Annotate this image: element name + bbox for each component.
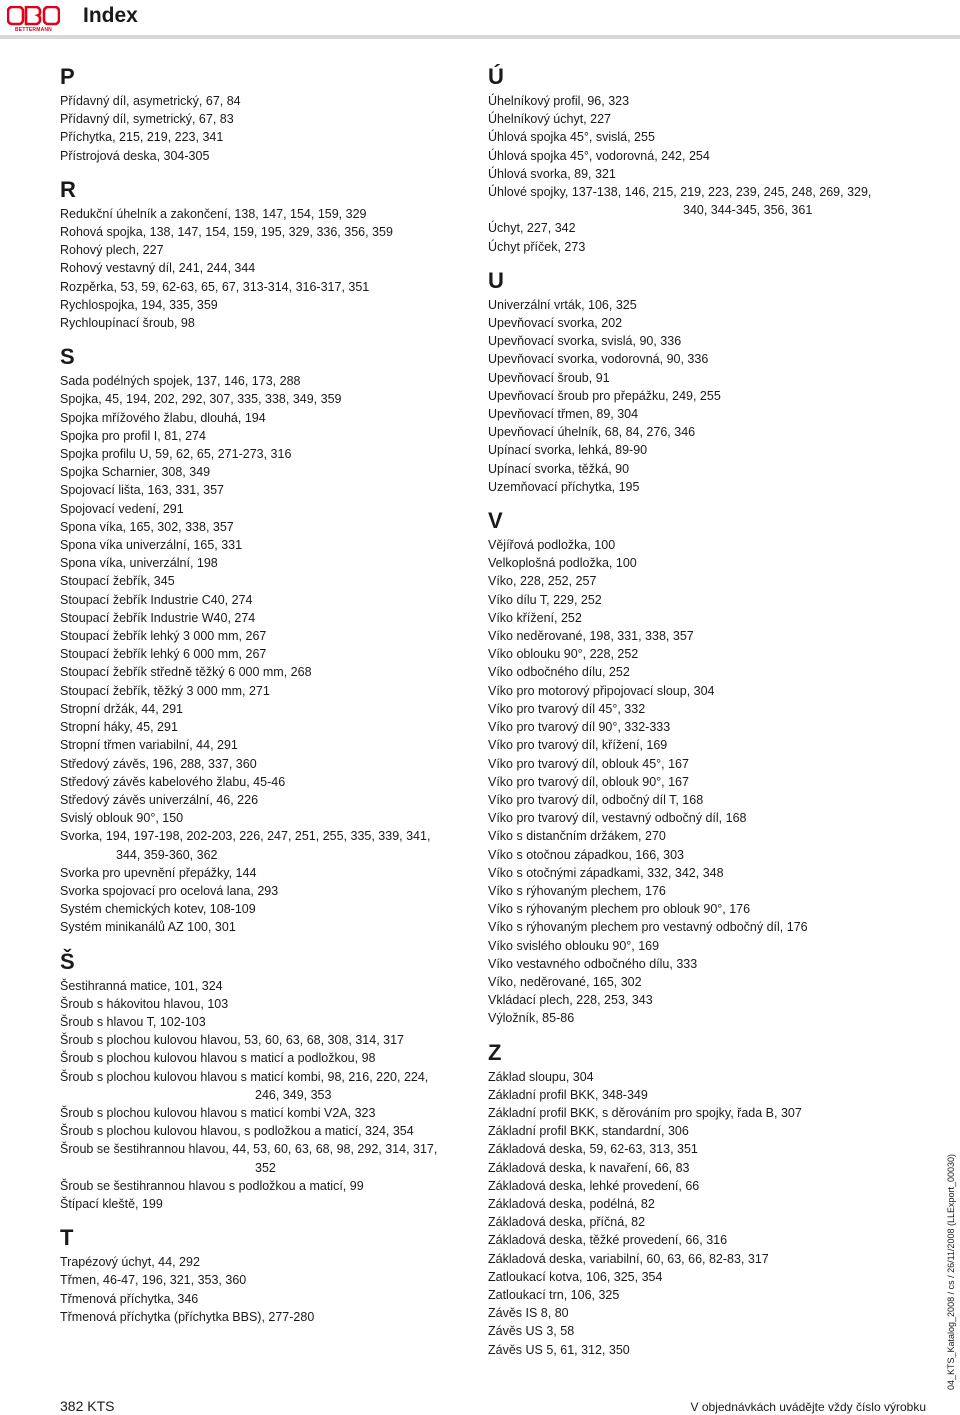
entry-text: Stropní držák, 44, 291 [60,701,183,716]
entry-text: Třmen, 46-47, 196, 321, 353, 360 [60,1273,247,1288]
index-entry [488,1009,928,1027]
entry-text: Úchyt, 227, 342 [488,221,576,236]
index-section-t [60,1223,480,1326]
index-entry [488,405,928,423]
entry-text: Přídavný díl, asymetrický, 67, 84 [60,94,241,108]
entry-text: Základová deska, podélná, 82 [488,1196,655,1211]
entry-text: Základová deska, k navaření, 66, 83 [488,1160,690,1175]
index-entry [488,147,928,165]
index-entry [60,645,480,663]
index-entry [60,918,480,936]
index-entry [488,1068,928,1086]
section-letter: T [60,1225,74,1251]
entry-text: Spona víka, 165, 302, 338, 357 [60,519,234,534]
index-entry [60,259,480,277]
entry-text: Zatloukací trn, 106, 325 [488,1287,620,1302]
index-entry [60,1068,480,1104]
entry-text: Stropní háky, 45, 291 [60,720,178,735]
index-entry [60,791,480,809]
section-letter: U [488,267,504,293]
index-entry [60,773,480,791]
index-entry [488,991,928,1009]
entry-text: Úhelníkový úchyt, 227 [488,112,611,127]
index-entry [60,700,480,718]
entry-text: Základová deska, lehké provedení, 66 [488,1178,700,1193]
index-entry [60,500,480,518]
entry-text: Přístrojová deska, 304-305 [60,148,210,163]
index-entry [488,423,928,441]
section-letter: V [488,508,503,534]
index-section-s [60,342,480,936]
entry-text: Základní profil BKK, standardní, 306 [488,1124,689,1139]
index-entry [60,809,480,827]
entry-text: Upevňovací úhelník, 68, 84, 276, 346 [488,425,696,440]
index-entry [60,1049,480,1067]
index-entry [60,409,480,427]
entry-text: Základní profil BKK, s děrováním pro spojky, řada B, 307 [488,1105,802,1120]
entry-text: Stoupací žebřík Industrie C40, 274 [60,592,253,607]
entry-text: Víko s rýhovaným plechem, 176 [488,883,666,898]
entry-text: Základová deska, příčná, 82 [488,1215,646,1230]
index-entry [488,296,928,314]
entry-text: Upevňovací svorka, svislá, 90, 336 [488,334,682,349]
footer-note: V objednávkách uvádějte vždy číslo výrobku [690,1400,926,1414]
index-entry [60,445,480,463]
index-entry [60,278,480,296]
entry-text: Stoupací žebřík Industrie W40, 274 [60,610,256,625]
side-catalog-note: 04_KTS_Katalog_2008 / cs / 26/11/2008 (LLExport_00030) [946,1153,956,1390]
index-entry [60,372,480,390]
entry-text: Vějířová podložka, 100 [488,538,616,553]
entry-text: Svorka pro upevnění přepážky, 144 [60,865,257,880]
entry-text: Upevňovací svorka, vodorovná, 90, 336 [488,352,709,367]
index-entry [60,864,480,882]
index-entry [488,791,928,809]
entry-text: Šroub se šestihrannou hlavou, 44, 53, 60, 63, 68, 98, 292, 314, 317, [60,1142,438,1157]
index-entry [488,165,928,183]
entry-text: Systém chemických kotev, 108-109 [60,902,256,917]
index-entry [60,481,480,499]
entry-text: Šroub s plochou kulovou hlavou s maticí kombi, 98, 216, 220, 224, [60,1069,429,1084]
index-entry [488,314,928,332]
entry-text: Upínací svorka, lehká, 89-90 [488,443,648,458]
index-entry [488,900,928,918]
section-letter: Š [60,948,75,974]
index-section-ú [488,62,928,256]
index-entry [60,882,480,900]
index-entry [488,918,928,936]
index-entry [60,900,480,918]
index-entry [488,1104,928,1122]
entry-text: Rozpěrka, 53, 59, 62-63, 65, 67, 313-314, 316-317, 351 [60,279,370,294]
index-entry [488,627,928,645]
entry-text: Úhlová svorka, 89, 321 [488,166,616,181]
entry-text: Víko pro tvarový díl, křížení, 169 [488,738,668,753]
entry-text: Víko s otočnými západkami, 332, 342, 348 [488,865,724,880]
index-entry [60,1177,480,1195]
entry-text: Šroub s plochou kulovou hlavou s maticí a podložkou, 98 [60,1051,376,1066]
index-entry [488,441,928,459]
entry-text: Středový závěs univerzální, 46, 226 [60,792,259,807]
entry-text: Úhlová spojka 45°, svislá, 255 [488,130,655,145]
entry-text: Závěs US 3, 58 [488,1324,575,1339]
entry-text: Základová deska, těžké provedení, 66, 316 [488,1233,728,1248]
entry-text: Rohová spojka, 138, 147, 154, 159, 195, 329, 336, 356, 359 [60,225,393,240]
index-section-š [60,947,480,1214]
index-entry [60,1031,480,1049]
index-column-right [488,62,928,1369]
index-entry [488,332,928,350]
entry-text: Středový závěs, 196, 288, 337, 360 [60,756,257,771]
index-section-u [488,266,928,496]
index-entry [488,827,928,845]
entry-text: Rychlospojka, 194, 335, 359 [60,297,218,312]
index-section-z [488,1038,928,1359]
entry-text: Uzemňovací příchytka, 195 [488,479,640,494]
index-entry [60,1013,480,1031]
entry-text: Upínací svorka, těžká, 90 [488,461,630,476]
entry-text: Stoupací žebřík středně těžký 6 000 mm, 268 [60,665,312,680]
entry-text: Víko, neděrované, 165, 302 [488,974,642,989]
entry-text: Rychloupínací šroub, 98 [60,316,195,331]
entry-text: Víko pro tvarový díl, oblouk 45°, 167 [488,756,689,771]
index-entry [60,572,480,590]
entry-text: Svorka, 194, 197-198, 202-203, 226, 247, 251, 255, 335, 339, 341, [60,829,431,844]
entry-text: Stoupací žebřík lehký 3 000 mm, 267 [60,629,267,644]
index-entry [60,995,480,1013]
entry-text: Víko pro tvarový díl, vestavný odbočný díl, 168 [488,811,747,826]
index-entry [488,809,928,827]
index-entry [60,536,480,554]
section-letter: Ú [488,64,504,89]
entry-text: Víko neděrované, 198, 331, 338, 357 [488,629,694,644]
index-entry [488,937,928,955]
entry-text: Základová deska, variabilní, 60, 63, 66, 82-83, 317 [488,1251,769,1266]
entry-text: Víko pro tvarový díl 45°, 332 [488,701,646,716]
index-entry [60,591,480,609]
entry-text: Příchytka, 215, 219, 223, 341 [60,130,224,145]
entry-text: Víko dílu T, 229, 252 [488,592,602,607]
index-entry [488,350,928,368]
index-entry [60,463,480,481]
index-entry [488,755,928,773]
entry-text: Úchyt příček, 273 [488,239,586,254]
entry-text: Spojka profilu U, 59, 62, 65, 271-273, 316 [60,447,292,462]
entry-text: Spojovací vedení, 291 [60,501,184,516]
index-entry [488,591,928,609]
entry-text: Rohový plech, 227 [60,243,164,258]
brand-subtitle: BETTERMANN [15,27,52,33]
entry-text: Víko s rýhovaným plechem pro oblouk 90°, 176 [488,902,751,917]
entry-text: Systém minikanálů AZ 100, 301 [60,920,236,935]
entry-continuation: 340, 344-345, 356, 361 [683,203,813,218]
entry-text: Šroub s hákovitou hlavou, 103 [60,996,229,1011]
index-entry [60,554,480,572]
index-entry [60,977,480,995]
entry-text: Upevňovací svorka, 202 [488,316,623,331]
entry-text: Spojka, 45, 194, 202, 292, 307, 335, 338, 349, 359 [60,392,342,407]
index-entry [60,755,480,773]
entry-text: Rohový vestavný díl, 241, 244, 344 [60,261,256,276]
entry-text: Upevňovací třmen, 89, 304 [488,407,639,422]
index-section-p [60,62,480,165]
entry-text: Výložník, 85-86 [488,1011,575,1026]
index-entry [488,645,928,663]
entry-text: Spona víka univerzální, 165, 331 [60,538,243,553]
index-entry [60,296,480,314]
index-entry [488,1195,928,1213]
index-entry [488,1250,928,1268]
entry-text: Trapézový úchyt, 44, 292 [60,1255,200,1270]
section-letter: R [60,176,76,202]
index-entry [488,773,928,791]
index-entry [60,1253,480,1271]
entry-text: Šroub s plochou kulovou hlavou, s podložkou a maticí, 324, 354 [60,1124,414,1139]
index-entry [488,238,928,256]
entry-text: Stoupací žebřík, 345 [60,574,175,589]
entry-text: Upevňovací šroub, 91 [488,370,610,385]
index-entry [488,110,928,128]
index-entry [488,387,928,405]
obo-bettermann-logo [7,6,60,34]
index-entry [488,478,928,496]
index-entry [60,314,480,332]
entry-text: Víko odbočného dílu, 252 [488,665,630,680]
section-letter: Z [488,1039,502,1065]
index-section-v [488,506,928,1027]
index-entry [488,460,928,478]
entry-text: Víko s otočnou západkou, 166, 303 [488,847,684,862]
index-entry [488,718,928,736]
entry-text: Šestihranná matice, 101, 324 [60,978,223,993]
entry-text: Třmenová příchytka (příchytka BBS), 277-280 [60,1309,315,1324]
index-entry [60,92,480,110]
index-entry [488,1159,928,1177]
entry-text: Základní profil BKK, 348-349 [488,1087,648,1102]
index-entry [488,1122,928,1140]
index-entry [488,609,928,627]
index-entry [60,427,480,445]
entry-text: Přídavný díl, symetrický, 67, 83 [60,112,234,127]
entry-text: Víko, 228, 252, 257 [488,574,597,589]
index-entry [488,554,928,572]
entry-text: Redukční úhelník a zakončení, 138, 147, 154, 159, 329 [60,206,367,221]
index-entry [488,736,928,754]
section-letter: P [60,64,75,89]
index-entry [60,609,480,627]
index-entry [488,536,928,554]
entry-text: Třmenová příchytka, 346 [60,1291,199,1306]
entry-text: Spojovací lišta, 163, 331, 357 [60,483,225,498]
entry-text: Základová deska, 59, 62-63, 313, 351 [488,1142,698,1157]
entry-text: Šroub s plochou kulovou hlavou, 53, 60, 63, 68, 308, 314, 317 [60,1033,405,1048]
entry-text: Úhlová spojka 45°, vodorovná, 242, 254 [488,148,710,163]
index-entry [488,369,928,387]
index-entry [488,1268,928,1286]
entry-text: Víko křížení, 252 [488,610,582,625]
index-entry [488,973,928,991]
index-entry [488,1322,928,1340]
obo-logo-mark [7,6,60,26]
index-entry [488,1286,928,1304]
entry-text: Stoupací žebřík lehký 6 000 mm, 267 [60,647,267,662]
index-entry [60,663,480,681]
entry-text: Spojka pro profil I, 81, 274 [60,428,206,443]
page-number: 382 KTS [60,1398,115,1414]
index-entry [60,736,480,754]
index-entry [488,92,928,110]
entry-text: Stropní třmen variabilní, 44, 291 [60,738,238,753]
index-entry [488,864,928,882]
index-entry [60,241,480,259]
entry-text: Víko vestavného odbočného dílu, 333 [488,956,698,971]
index-entry [60,110,480,128]
index-entry [488,663,928,681]
entry-text: Zatloukací kotva, 106, 325, 354 [488,1269,663,1284]
index-entry [60,627,480,645]
entry-text: Víko pro tvarový díl 90°, 332-333 [488,720,671,735]
entry-text: Závěs IS 8, 80 [488,1306,569,1321]
index-entry [60,718,480,736]
entry-text: Sada podélných spojek, 137, 146, 173, 288 [60,374,301,389]
entry-text: Úhelníkový profil, 96, 323 [488,94,630,108]
index-entry [488,846,928,864]
index-entry [488,1177,928,1195]
entry-text: Svislý oblouk 90°, 150 [60,811,184,826]
index-entry [488,700,928,718]
index-entry [488,1140,928,1158]
index-entry [60,147,480,165]
index-entry [60,1122,480,1140]
entry-continuation: 344, 359-360, 362 [116,847,218,862]
entry-text: Svorka spojovací pro ocelová lana, 293 [60,883,279,898]
entry-text: Šroub s plochou kulovou hlavou s maticí kombi V2A, 323 [60,1105,376,1120]
index-entry [60,1308,480,1326]
index-entry [488,1341,928,1359]
entry-text: Víko oblouku 90°, 228, 252 [488,647,639,662]
index-entry [488,572,928,590]
index-column-left [60,62,480,1336]
entry-text: Závěs US 5, 61, 312, 350 [488,1342,630,1357]
index-entry [60,1104,480,1122]
entry-text: Spojka Scharnier, 308, 349 [60,465,211,480]
entry-text: Víko pro motorový připojovací sloup, 304 [488,683,715,698]
page-header [0,0,960,40]
index-entry [60,1140,480,1176]
index-entry [488,1086,928,1104]
entry-text: Víko svislého oblouku 90°, 169 [488,938,660,953]
index-entry [60,223,480,241]
index-entry [60,1195,480,1213]
index-entry [488,1304,928,1322]
entry-text: Univerzální vrták, 106, 325 [488,297,637,312]
entry-text: Spona víka, univerzální, 198 [60,556,218,571]
index-entry [488,1231,928,1249]
entry-text: Spojka mřížového žlabu, dlouhá, 194 [60,410,266,425]
entry-text: Víko pro tvarový díl, oblouk 90°, 167 [488,774,689,789]
entry-text: Šroub se šestihrannou hlavou s podložkou a maticí, 99 [60,1178,364,1193]
entry-text: Šroub s hlavou T, 102-103 [60,1014,206,1029]
index-entry [60,518,480,536]
entry-text: Vkládací plech, 228, 253, 343 [488,993,653,1008]
entry-text: Základ sloupu, 304 [488,1069,594,1084]
index-entry [488,128,928,146]
entry-text: Úhlové spojky, 137-138, 146, 215, 219, 223, 239, 245, 248, 269, 329, [488,185,872,200]
index-entry [60,827,480,863]
entry-text: Víko s distančním držákem, 270 [488,829,666,844]
index-entry [60,682,480,700]
index-entry [60,390,480,408]
page-title: Index [83,4,138,27]
index-entry [488,682,928,700]
entry-text: Stoupací žebřík, těžký 3 000 mm, 271 [60,683,270,698]
section-letter: S [60,344,75,370]
index-entry [60,128,480,146]
entry-text: Víko s rýhovaným plechem pro vestavný odbočný díl, 176 [488,920,808,935]
entry-continuation: 246, 349, 353 [255,1087,332,1102]
entry-text: Štípací kleště, 199 [60,1196,163,1211]
index-entry [60,205,480,223]
entry-text: Velkoplošná podložka, 100 [488,556,637,571]
index-section-r [60,175,480,332]
index-entry [60,1290,480,1308]
entry-continuation: 352 [255,1160,276,1175]
index-entry [488,1213,928,1231]
index-entry [488,183,928,219]
header-divider [0,35,960,39]
entry-text: Víko pro tvarový díl, odbočný díl T, 168 [488,792,704,807]
index-entry [488,955,928,973]
index-entry [488,219,928,237]
index-entry [60,1271,480,1289]
entry-text: Středový závěs kabelového žlabu, 45-46 [60,774,286,789]
entry-text: Upevňovací šroub pro přepážku, 249, 255 [488,388,721,403]
index-entry [488,882,928,900]
